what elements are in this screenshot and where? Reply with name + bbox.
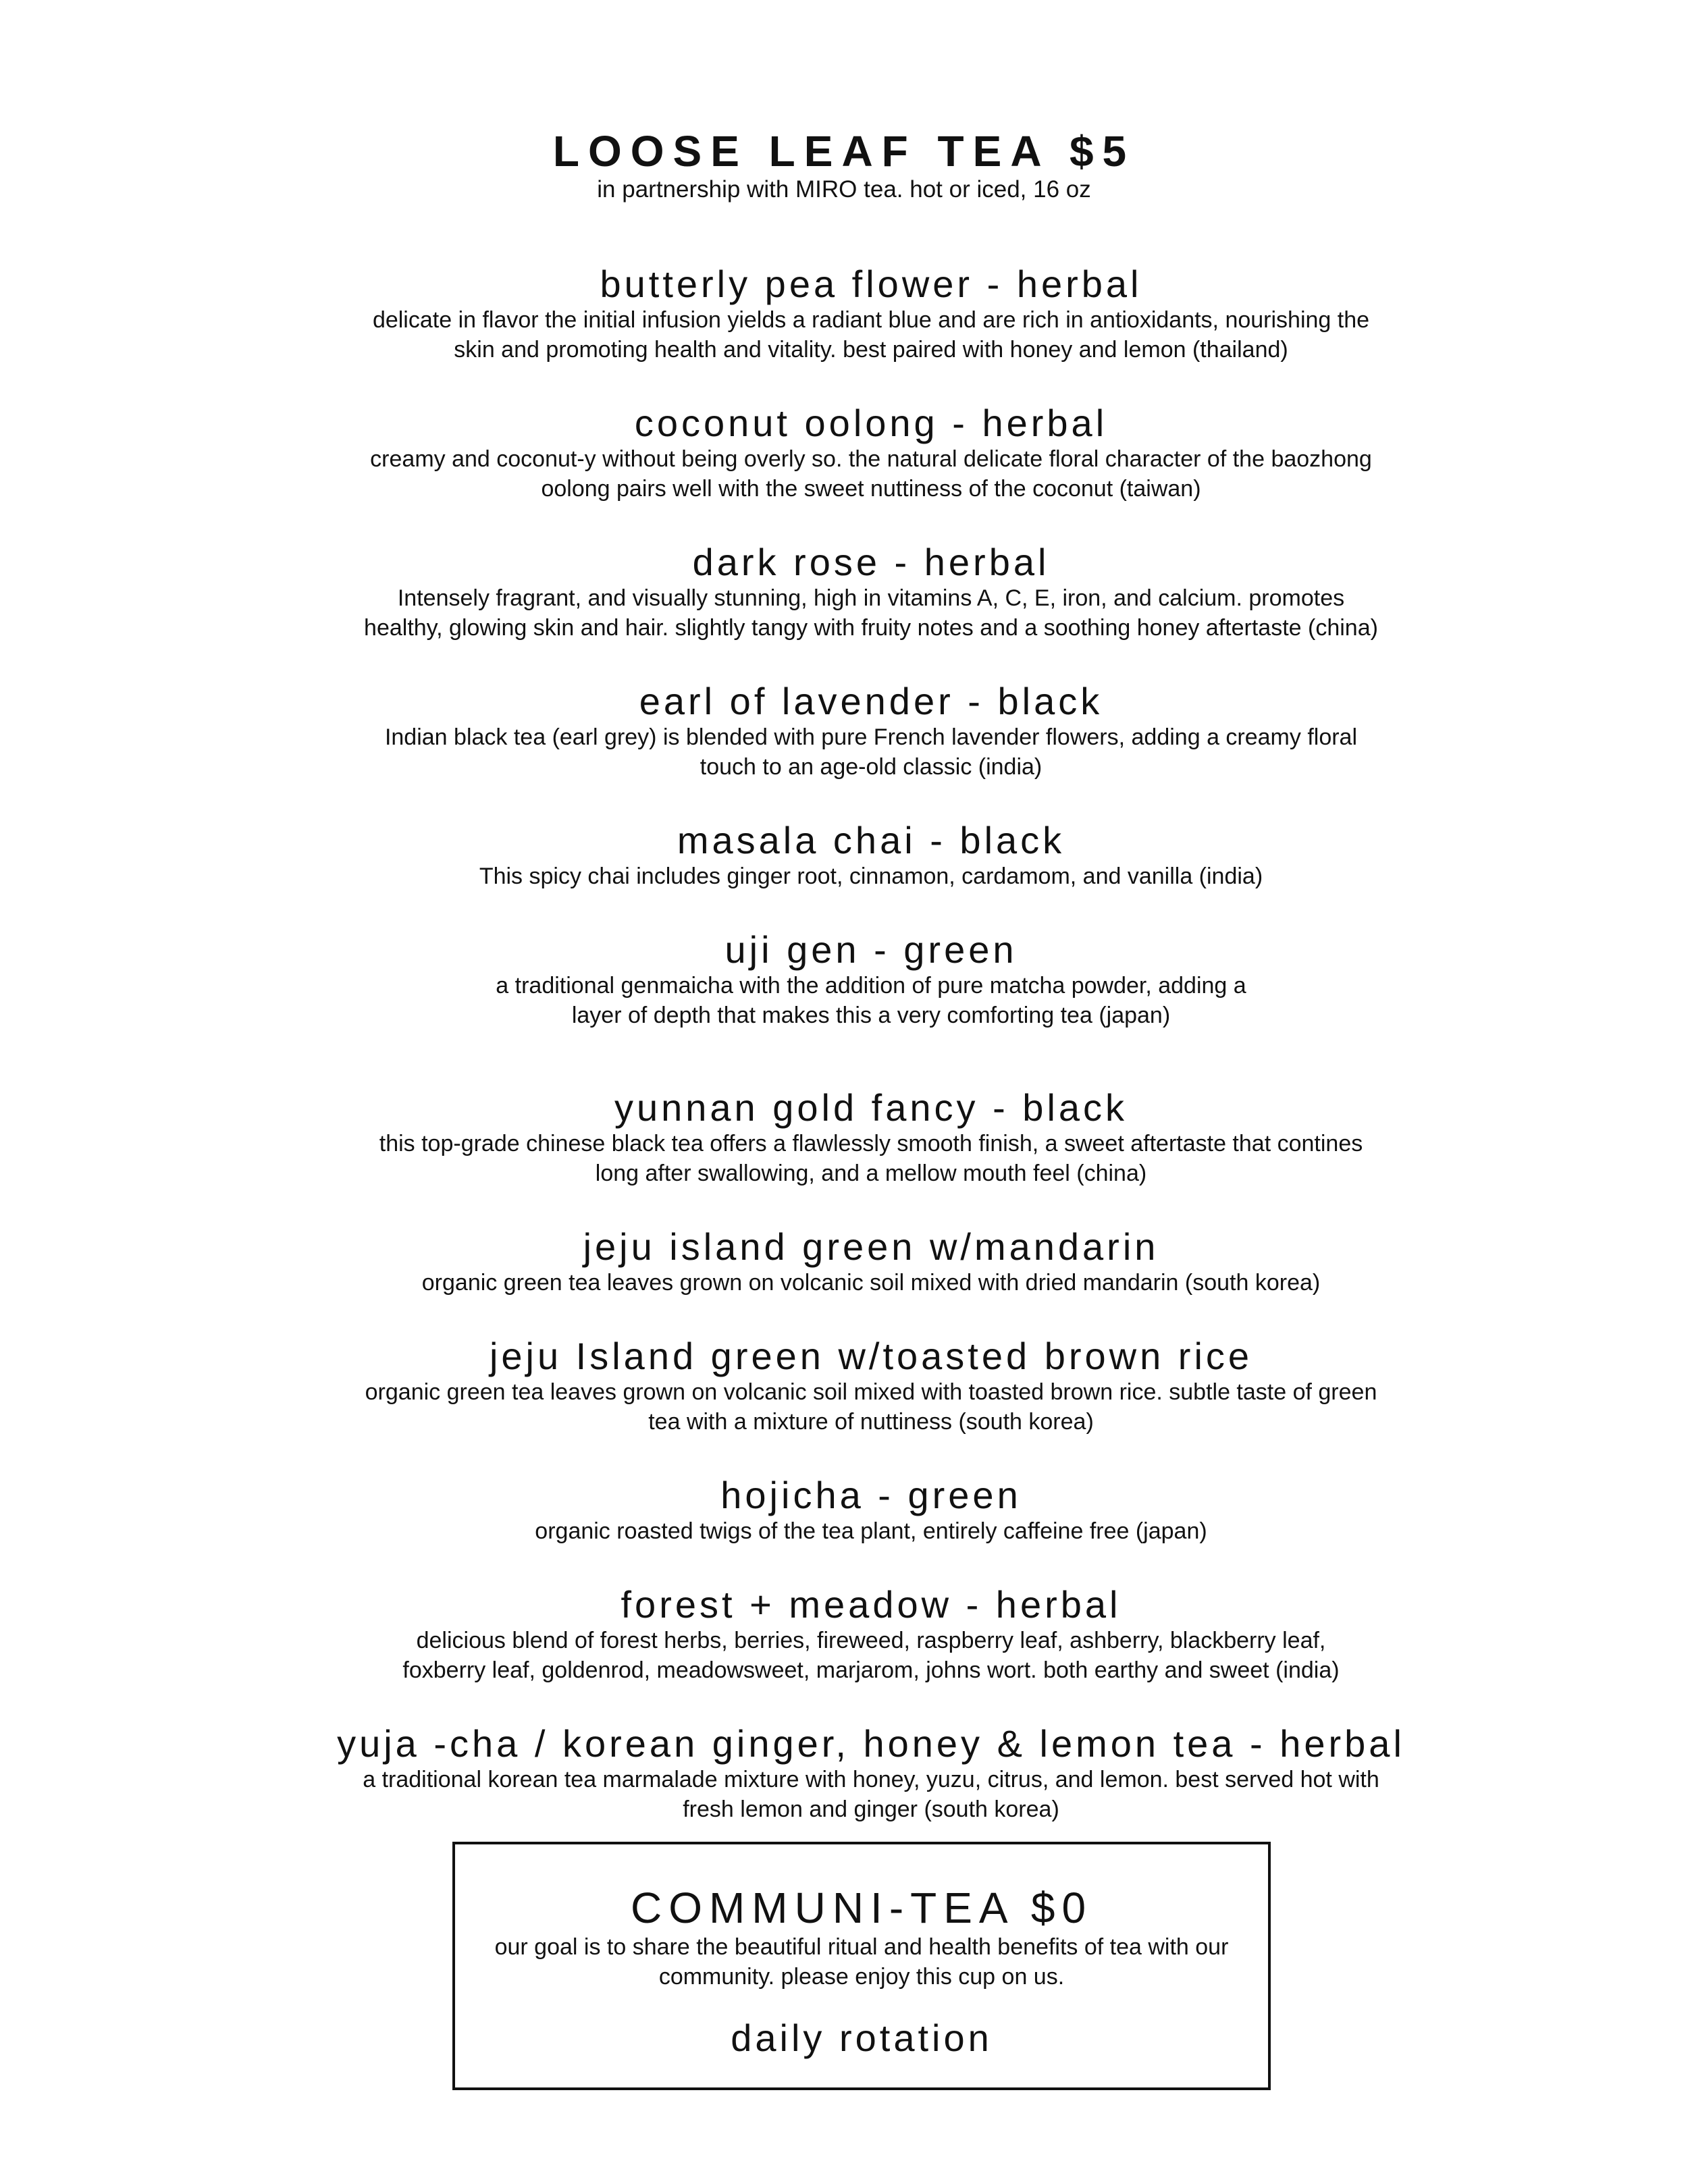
tea-name: masala chai - black: [677, 819, 1065, 861]
tea-item: [317, 541, 1425, 643]
tea-description-line: organic roasted twigs of the tea plant, entirely caffeine free (japan): [535, 1518, 1207, 1544]
tea-description-line: This spicy chai includes ginger root, cinnamon, cardamom, and vanilla (india): [479, 863, 1263, 889]
tea-name: coconut oolong - herbal: [634, 402, 1108, 444]
tea-name: dark rose - herbal: [692, 541, 1050, 583]
tea-description-line: skin and promoting health and vitality. best paired with honey and lemon (thailand): [454, 337, 1288, 363]
tea-item: [317, 1723, 1425, 1824]
tea-description-line: touch to an age-old classic (india): [700, 754, 1043, 780]
tea-name: yunnan gold fancy - black: [614, 1086, 1128, 1129]
tea-description-line: foxberry leaf, goldenrod, meadowsweet, marjarom, johns wort. both earthy and sweet (india): [402, 1657, 1340, 1683]
tea-name: jeju island green w/mandarin: [583, 1225, 1159, 1268]
tea-description-line: Intensely fragrant, and visually stunning, high in vitamins A, C, E, iron, and calcium. promotes: [397, 585, 1345, 611]
tea-description-line: organic green tea leaves grown on volcanic soil mixed with toasted brown rice. subtle taste of green: [365, 1379, 1377, 1405]
menu-header: [0, 127, 1688, 204]
tea-description-line: long after swallowing, and a mellow mouth feel (china): [595, 1161, 1147, 1186]
tea-item: [317, 1226, 1425, 1298]
communitea-box: [452, 1842, 1271, 2090]
tea-description-line: oolong pairs well with the sweet nuttiness of the coconut (taiwan): [541, 476, 1201, 502]
tea-item: [317, 681, 1425, 782]
tea-description-line: tea with a mixture of nuttiness (south korea): [648, 1409, 1094, 1435]
tea-description-line: healthy, glowing skin and hair. slightly tangy with fruity notes and a soothing honey aftertaste (china): [364, 615, 1378, 641]
tea-description-line: this top-grade chinese black tea offers a flawlessly smooth finish, a sweet aftertaste that contines: [379, 1131, 1363, 1156]
tea-description-line: a traditional korean tea marmalade mixture with honey, yuzu, citrus, and lemon. best served hot with: [363, 1767, 1379, 1792]
communitea-title: COMMUNI-TEA $0: [630, 1884, 1093, 1932]
tea-name: earl of lavender - black: [639, 680, 1103, 722]
tea-description-line: organic green tea leaves grown on volcanic soil mixed with dried mandarin (south korea): [421, 1270, 1321, 1296]
tea-name: yuja -cha / korean ginger, honey & lemon tea - herbal: [337, 1722, 1405, 1765]
tea-description-line: delicate in flavor the initial infusion yields a radiant blue and are rich in antioxidants, nourishing the: [372, 307, 1370, 333]
tea-item: [317, 1474, 1425, 1546]
tea-description-line: a traditional genmaicha with the addition of pure matcha powder, adding a: [496, 973, 1246, 998]
tea-item: [317, 1087, 1425, 1188]
tea-item: [317, 820, 1425, 891]
tea-description-line: creamy and coconut-y without being overly so. the natural delicate floral character of the baozhong: [370, 446, 1372, 472]
tea-description-line: Indian black tea (earl grey) is blended with pure French lavender flowers, adding a creamy floral: [384, 724, 1358, 750]
tea-name: butterly pea flower - herbal: [600, 263, 1142, 305]
tea-name: forest + meadow - herbal: [621, 1583, 1122, 1626]
tea-description-line: layer of depth that makes this a very comforting tea (japan): [571, 1003, 1171, 1028]
tea-description-line: delicious blend of forest herbs, berries, fireweed, raspberry leaf, ashberry, blackberry leaf,: [416, 1628, 1326, 1653]
tea-item: [317, 402, 1425, 504]
tea-name: jeju Island green w/toasted brown rice: [489, 1335, 1253, 1377]
page-subtitle: in partnership with MIRO tea. hot or iced, 16 oz: [597, 176, 1091, 203]
tea-item: [317, 263, 1425, 365]
tea-name: hojicha - green: [720, 1474, 1022, 1516]
tea-description-line: fresh lemon and ginger (south korea): [683, 1796, 1059, 1822]
communitea-description-line: our goal is to share the beautiful ritual and health benefits of tea with our: [494, 1934, 1229, 1960]
communitea-rotation: daily rotation: [731, 2017, 993, 2059]
tea-item: [317, 1584, 1425, 1685]
page-title: LOOSE LEAF TEA $5: [552, 127, 1136, 176]
communitea-description-line: community. please enjoy this cup on us.: [658, 1964, 1065, 1990]
tea-item: [317, 929, 1425, 1030]
tea-item: [317, 1335, 1425, 1437]
tea-list: [317, 263, 1425, 1862]
tea-name: uji gen - green: [724, 928, 1018, 971]
